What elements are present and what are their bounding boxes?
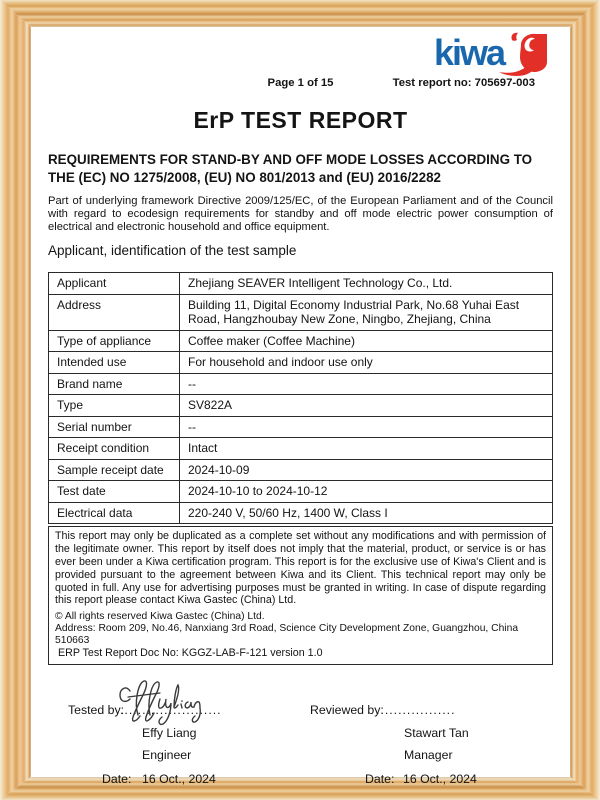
page-number: Page 1 of 15 xyxy=(267,77,334,89)
requirements-heading: REQUIREMENTS FOR STAND-BY AND OFF MODE LOSSES ACCORDING TO THE (EC) NO 1275/2008, (EU) NO 801/2013 and (EU) 2016/2282 xyxy=(48,152,533,185)
tested-date-label: Date: xyxy=(102,772,132,787)
wood-frame-left xyxy=(0,0,31,800)
table-row-brand-name xyxy=(49,373,553,395)
wood-frame-top xyxy=(0,0,600,27)
row-value: Coffee maker (Coffee Machine) xyxy=(180,330,553,352)
disclaimer-box xyxy=(48,526,553,665)
lab-address-line: Address: Room 209, No.46, Nanxiang 3rd Road, Science City Development Zone, Guangzhou, China 510663 xyxy=(55,623,519,647)
tested-by-signature-line: ....................... xyxy=(120,703,222,718)
svg-text:kiwa: kiwa xyxy=(434,32,505,73)
row-label: Brand name xyxy=(49,373,180,395)
reviewed-by-signature-line: .................. xyxy=(376,703,456,718)
tested-date-value: 16 Oct., 2024 xyxy=(142,772,216,787)
row-label: Type xyxy=(49,395,180,417)
test-report-number: Test report no: 705697-003 xyxy=(392,77,535,89)
row-value: Building 11, Digital Economy Industrial Park, No.68 Yuhai East Road, Hangzhoubay New Zone, Ningbo, Zhejiang, China xyxy=(180,294,553,330)
reviewed-date-value: 16 Oct., 2024 xyxy=(403,772,477,787)
row-value: SV822A xyxy=(180,395,553,417)
row-label: Test date xyxy=(49,481,180,503)
signature-effy-liang xyxy=(116,675,204,727)
row-label: Applicant xyxy=(49,273,180,295)
table-row-intended-use xyxy=(49,352,553,374)
tested-by-label: Tested by: xyxy=(68,703,125,718)
table-row-address xyxy=(49,294,553,330)
row-value: -- xyxy=(180,416,553,438)
table-row-test-date xyxy=(49,481,553,503)
intro-paragraph: Part of underlying framework Directive 2009/125/EC, of the European Parliament and of the Council with regard to ecodesign requirements for standby and off mode electric power consumption of electrical and electronic household and office equipment. xyxy=(48,195,553,233)
row-label: Sample receipt date xyxy=(49,459,180,481)
copyright-line: © All rights reserved Kiwa Gastec (China) Ltd. xyxy=(55,611,265,623)
tested-by-role: Engineer xyxy=(142,748,192,763)
row-label: Serial number xyxy=(49,416,180,438)
reviewed-date-label: Date: xyxy=(365,772,395,787)
handwritten-signature-icon xyxy=(116,675,204,727)
reviewed-by-role: Manager xyxy=(404,748,453,763)
disclaimer-paragraph: This report may only be duplicated as a complete set without any modifications and with permission of the legitimate owner. This report by itself does not imply that the material, product, or service is or has ever been under a Kiwa certification program. This report is for the exclusive use of Kiwa's Client and is provided pursuant to the agreement between Kiwa and its Client. This technical report may only be quoted in full. Any use for advertising purposes must be granted in writing. In case of dispute regarding this report please contact Kiwa Gastec (China) Ltd. xyxy=(55,530,546,607)
section-heading: Applicant, identification of the test sample xyxy=(48,243,297,259)
row-label: Intended use xyxy=(49,352,180,374)
table-row-electrical-data xyxy=(49,502,553,524)
tested-by-name: Effy Liang xyxy=(142,726,197,741)
header-info-row xyxy=(48,77,553,91)
kiwa-logo xyxy=(435,32,547,74)
row-label: Receipt condition xyxy=(49,438,180,460)
row-value: 2024-10-10 to 2024-10-12 xyxy=(180,481,553,503)
reviewed-by-name: Stawart Tan xyxy=(404,726,469,741)
row-value: -- xyxy=(180,373,553,395)
reviewed-by-label: Reviewed by: xyxy=(310,703,384,718)
table-row-applicant xyxy=(49,273,553,295)
signoff-section xyxy=(48,665,553,787)
report-page xyxy=(31,27,570,787)
table-row-receipt-condition xyxy=(49,438,553,460)
table-row-serial-number xyxy=(49,416,553,438)
document-title: ErP TEST REPORT xyxy=(193,107,408,133)
table-row-type xyxy=(49,395,553,417)
table-row-type-of-appliance xyxy=(49,330,553,352)
row-label: Electrical data xyxy=(49,502,180,524)
row-value: 220-240 V, 50/60 Hz, 1400 W, Class I xyxy=(180,502,553,524)
wood-frame-right xyxy=(570,0,600,800)
sample-identification-table xyxy=(48,272,553,524)
table-row-sample-receipt-date xyxy=(49,459,553,481)
doc-number-line: ERP Test Report Doc No: KGGZ-LAB-F-121 version 1.0 xyxy=(58,647,323,660)
row-value: For household and indoor use only xyxy=(180,352,553,374)
kiwa-logo-icon xyxy=(435,32,547,74)
row-value: Zhejiang SEAVER Intelligent Technology Co., Ltd. xyxy=(180,273,553,295)
row-value: 2024-10-09 xyxy=(180,459,553,481)
row-value: Intact xyxy=(180,438,553,460)
report-header xyxy=(48,31,553,91)
row-label: Address xyxy=(49,294,180,330)
row-label: Type of appliance xyxy=(49,330,180,352)
